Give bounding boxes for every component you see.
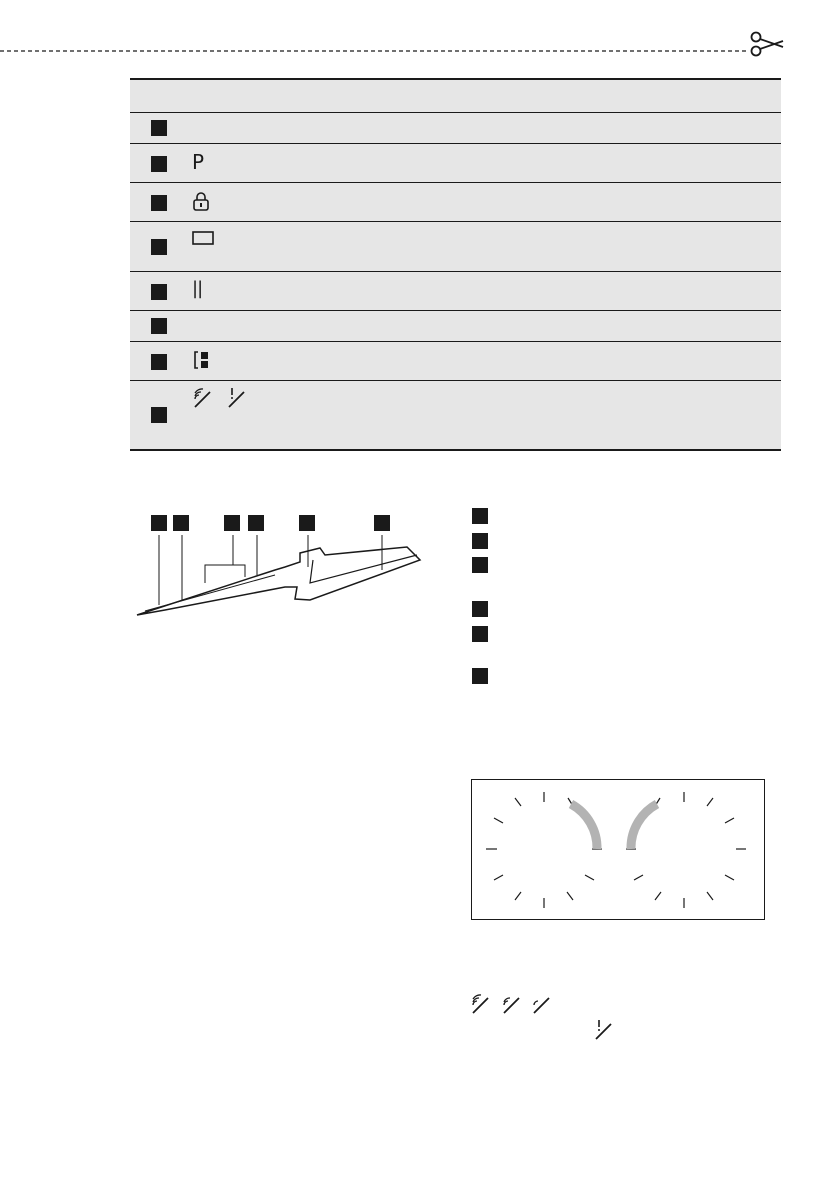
probe-diagram xyxy=(135,515,435,624)
row-marker xyxy=(151,120,167,136)
callout-marker xyxy=(374,515,390,531)
signal-medium-icon xyxy=(501,993,523,1019)
table-row xyxy=(130,183,781,222)
display-table xyxy=(130,78,781,451)
table-row xyxy=(130,272,781,311)
sensor-warning-icon xyxy=(594,1019,614,1045)
callout-marker xyxy=(299,515,315,531)
table-row xyxy=(130,381,781,449)
callout-marker xyxy=(173,515,189,531)
bridge-icon xyxy=(192,350,210,374)
row-marker xyxy=(151,195,167,211)
pause-icon: || xyxy=(192,278,203,299)
table-row xyxy=(130,222,781,272)
legend-marker xyxy=(472,601,488,617)
legend-marker xyxy=(472,557,488,573)
row-marker xyxy=(151,284,167,300)
scissors-icon xyxy=(750,30,786,62)
table-header-row xyxy=(130,80,781,113)
cut-line xyxy=(0,42,839,61)
callout-marker xyxy=(151,515,167,531)
signal-strong-icon xyxy=(470,993,492,1019)
table-row xyxy=(130,342,781,381)
legend-marker xyxy=(472,508,488,524)
row-marker xyxy=(151,239,167,255)
legend-marker xyxy=(472,533,488,549)
signal-strong-icon xyxy=(192,387,214,413)
sensor-warning-icon xyxy=(227,387,247,413)
row-marker xyxy=(151,407,167,423)
legend-marker xyxy=(472,668,488,684)
row-marker xyxy=(151,354,167,370)
lock-icon xyxy=(192,192,210,216)
table-row xyxy=(130,144,781,183)
letter-p-symbol: P xyxy=(192,150,205,174)
table-row xyxy=(130,113,781,144)
dual-dial-icon xyxy=(471,779,765,920)
row-marker xyxy=(151,156,167,172)
rectangle-icon xyxy=(192,230,214,249)
row-marker xyxy=(151,318,167,334)
callout-marker xyxy=(224,515,240,531)
legend-marker xyxy=(472,626,488,642)
signal-weak-icon xyxy=(531,993,553,1019)
table-row xyxy=(130,311,781,342)
callout-marker xyxy=(248,515,264,531)
